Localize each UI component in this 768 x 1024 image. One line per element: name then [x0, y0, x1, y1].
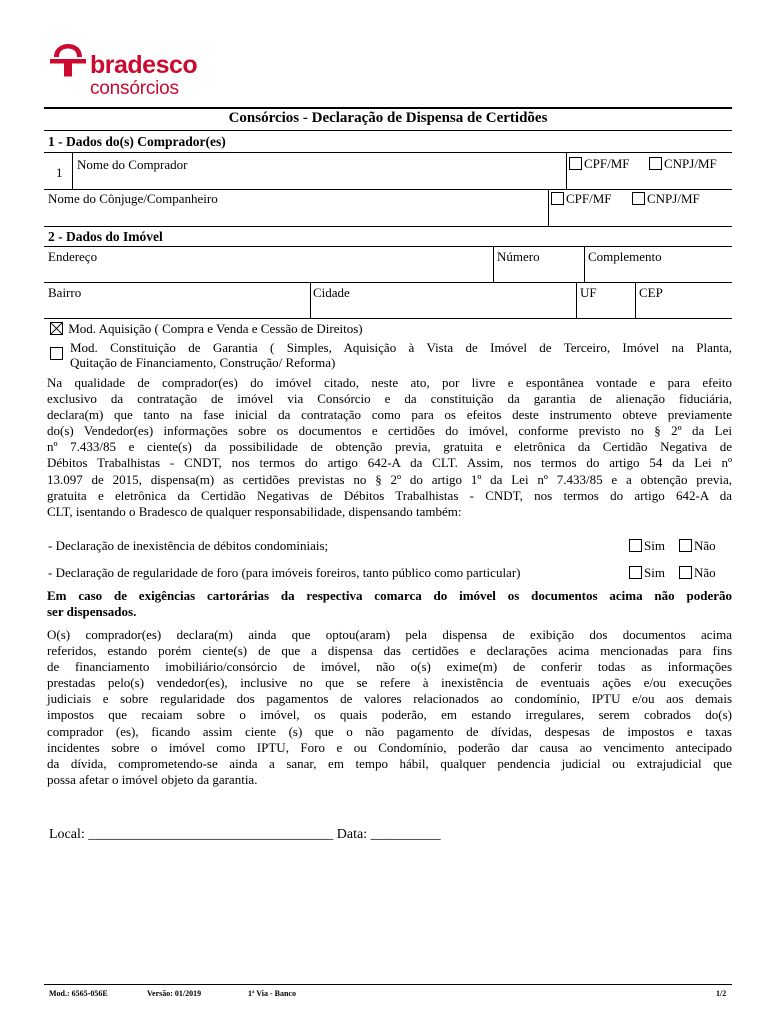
paragraph-line: declara(m) que tanto na fase inicial da contratação como para os efeitos deste instrumento obteve previamente — [47, 407, 732, 423]
paragraph-line: 13.097 de 2015, dispensa(m) as certidões previstas no § 2º do artigo 1º da Lei nº 7.433/85 e a obtenção previa, — [47, 471, 732, 487]
paragraph-line: de financiamento imobiliário/consórcio de imóvel, não o(s) exime(m) de conferir todas as informações — [47, 659, 732, 675]
divider — [44, 226, 732, 227]
paragraph-line: gratuita e eletrônica da Certidão Negativas de Débitos Trabalhistas - CNDT, nos termos do artigo 642-A da — [47, 487, 732, 503]
divider — [72, 152, 73, 189]
no-label: Não — [694, 538, 716, 553]
spouse-name-label: Nome do Cônjuge/Companheiro — [48, 191, 218, 206]
date-label: Data: — [336, 827, 368, 842]
yes-label: Sim — [644, 565, 665, 580]
section1-heading: 1 - Dados do(s) Comprador(es) — [48, 134, 226, 149]
top-border — [44, 107, 732, 109]
spouse-cnpj-option[interactable] — [632, 191, 700, 206]
divider — [44, 246, 732, 247]
buyer-row-number: 1 — [56, 165, 63, 180]
buyer-cpf-checkbox[interactable] — [569, 157, 582, 170]
paragraph-line: possa afetar o imóvel objeto da garantia. — [47, 771, 258, 787]
divider — [44, 189, 732, 190]
divider — [44, 282, 732, 283]
paragraph-line: referidos, estando porém ciente(s) de que a dispensa das certidões e declarações acima mencionadas para fins — [47, 643, 732, 659]
number-label: Número — [497, 249, 540, 264]
guarantee-label — [70, 340, 732, 370]
neighborhood-label: Bairro — [48, 285, 82, 300]
guarantee-line: Mod. Constituição de Garantia ( Simples, Aquisição à Vista de Imóvel de Terceiro, Imóvel na Planta, — [70, 340, 732, 355]
local-field[interactable]: ___________________________________ — [88, 827, 334, 842]
spouse-cpf-option[interactable] — [551, 191, 612, 206]
document-title: Consórcios - Declaração de Dispensa de Certidões — [228, 110, 548, 126]
footer-model: Mod.: 6565-056E — [49, 989, 108, 998]
divider — [584, 246, 585, 282]
note-line: Em caso de exigências cartorárias da respectiva comarca do imóvel os documentos acima não poderão — [47, 588, 732, 603]
condo-yes-checkbox[interactable] — [629, 539, 642, 552]
signature-line — [49, 827, 441, 843]
date-field[interactable]: __________ — [370, 827, 441, 842]
condo-no-option[interactable] — [679, 538, 716, 553]
declaration-paragraph-2 — [47, 627, 732, 788]
guarantee-option[interactable] — [50, 346, 65, 362]
buyer-name-label: Nome do Comprador — [77, 157, 188, 172]
footer-via: 1ª Via - Banco — [248, 989, 296, 998]
spouse-cnpj-checkbox[interactable] — [632, 192, 645, 205]
foro-yes-checkbox[interactable] — [629, 566, 642, 579]
paragraph-line: da dívida, comprometendo-se ainda a sanar, em tempo hábil, qualquer pendencia judicial ou extrajudicial que — [47, 755, 732, 771]
acquisition-checkbox[interactable] — [50, 322, 63, 335]
paragraph-line: incidentes sobre o imóvel como IPTU, Foro e ou Condomínio, poderão dar causa ao vencimento antecipado — [47, 739, 732, 755]
buyer-cnpj-option[interactable] — [649, 156, 717, 171]
buyer-cpf-option[interactable] — [569, 156, 630, 171]
state-label: UF — [580, 285, 597, 300]
foro-item: - Declaração de regularidade de foro (para imóveis foreiros, tanto público como particular) — [48, 565, 521, 580]
paragraph-line: comprador (es), ficando assim ciente (s) que o não pagamento de dívidas, despesas de impostos e taxas — [47, 723, 732, 739]
guarantee-line: Quitação de Financiamento, Construção/ Reforma) — [70, 355, 336, 370]
guarantee-checkbox[interactable] — [50, 347, 63, 360]
bradesco-tree-icon — [50, 43, 86, 79]
cpf-label: CPF/MF — [584, 156, 630, 171]
condo-no-checkbox[interactable] — [679, 539, 692, 552]
cpf-label: CPF/MF — [566, 191, 612, 206]
zip-label: CEP — [639, 285, 663, 300]
paragraph-line: Na qualidade de comprador(es) do imóvel citado, neste ato, por livre e espontânea vontade e para efeito — [47, 375, 732, 390]
acquisition-label: Mod. Aquisição ( Compra e Venda e Cessão de Direitos) — [68, 321, 363, 336]
brand-sub: consórcios — [90, 78, 179, 99]
divider — [44, 318, 732, 319]
foro-no-option[interactable] — [679, 565, 716, 580]
cnpj-label: CNPJ/MF — [647, 191, 700, 206]
footer-version: Versão: 01/2019 — [147, 989, 202, 998]
acquisition-option[interactable] — [50, 321, 363, 336]
paragraph-line: do(s) Vendedor(es) informações sobre os documentos e certidões do imóvel, conforme previsto no § 2º da Lei — [47, 423, 732, 439]
no-label: Não — [694, 565, 716, 580]
foro-yes-option[interactable] — [629, 565, 665, 580]
city-label: Cidade — [313, 285, 350, 300]
paragraph-line: CLT, isentando o Bradesco de qualquer responsabilidade, dispensando também: — [47, 503, 462, 519]
paragraph-line: O(s) comprador(es) declara(m) ainda que optou(aram) pela dispensa de exibição dos documentos acima — [47, 627, 732, 642]
footer-divider — [44, 984, 732, 985]
section2-heading: 2 - Dados do Imóvel — [48, 229, 163, 244]
spouse-cpf-checkbox[interactable] — [551, 192, 564, 205]
paragraph-line: impostos que recaiam sobre o imóvel, os quais poderão, em estando irregulares, serem cobrados do(s) — [47, 707, 732, 723]
local-label: Local: — [49, 827, 85, 842]
divider — [310, 282, 311, 318]
divider — [548, 189, 549, 226]
divider — [566, 152, 567, 189]
footer-page: 1/2 — [716, 989, 727, 998]
foro-no-checkbox[interactable] — [679, 566, 692, 579]
paragraph-line: prestadas pelo(s) vendedor(es), inclusive no que se refere à inexistência de eventuais ações e/ou execuções — [47, 675, 732, 691]
paragraph-line: judiciais e sobre regularidade dos pagamentos de valores relacionados ao condomínio, IPTU e/ou aos demais — [47, 691, 732, 707]
divider — [493, 246, 494, 282]
bold-note — [47, 588, 732, 620]
paragraph-line: nº 7.433/85 e ciente(s) da possibilidade de obtenção previa, gratuita e eletrônica da Certidão Negativa de — [47, 439, 732, 455]
buyer-cnpj-checkbox[interactable] — [649, 157, 662, 170]
divider — [635, 282, 636, 318]
cnpj-label: CNPJ/MF — [664, 156, 717, 171]
divider — [44, 130, 732, 131]
paragraph-line: exclusivo da contratação de imóvel via Consórcio e da constituição da garantia de alienação fiduciária, — [47, 391, 732, 407]
complement-label: Complemento — [588, 249, 662, 264]
condo-debt-item: - Declaração de inexistência de débitos condominiais; — [48, 538, 329, 553]
note-line: ser dispensados. — [47, 604, 137, 620]
condo-yes-option[interactable] — [629, 538, 665, 553]
declaration-paragraph — [47, 375, 732, 520]
brand-name: bradesco — [90, 51, 198, 79]
yes-label: Sim — [644, 538, 665, 553]
divider — [44, 152, 732, 153]
divider — [576, 282, 577, 318]
paragraph-line: Débitos Trabalhistas - CNDT, nos termos do artigo 642-A da CLT. Assim, nos termos do artigo 54 da Lei nº — [47, 455, 732, 471]
address-label: Endereço — [48, 249, 98, 264]
